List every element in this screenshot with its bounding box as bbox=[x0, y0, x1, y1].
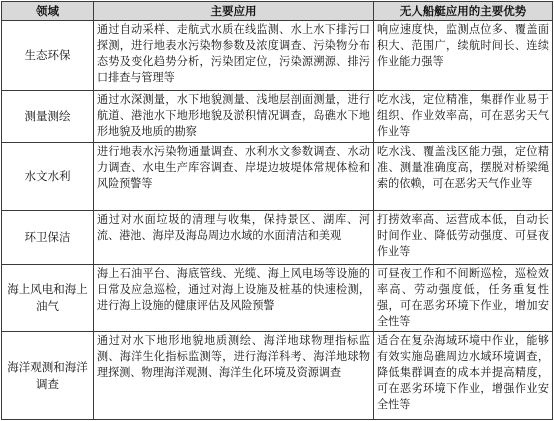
row-application: 海上石油平台、海底管线、光缆、海上风电场等设施的日常及应急巡检，通过对海上设施及桩基的快速检测，进行海上设施的健康评估及风险预警 bbox=[94, 265, 374, 332]
row-application: 进行地表水污染物通量调查、水利水文参数调查、水动力调查、水电生产库容调查、岸堤边坡堤体常规体检和风险预警等 bbox=[94, 143, 374, 211]
row-domain: 水文水利 bbox=[2, 143, 94, 211]
unmanned-vessel-applications-table bbox=[1, 1, 553, 420]
header-main-application: 主要应用 bbox=[94, 2, 374, 21]
row-application: 通过对水下地形地貌地质测绘、海洋地球物理指标监测、海洋生化指标监测等，进行海洋科考、海洋地球物理探测、物理海洋观测、海洋生化环境及资源调查 bbox=[94, 332, 374, 420]
row-advantage: 吃水浅、覆盖浅区能力强，定位精准、测量准确度高，摆脱对桥梁绳索的依赖，可在恶劣天气作业等 bbox=[374, 143, 553, 211]
table-row bbox=[2, 143, 553, 211]
header-main-advantage: 无人船艇应用的主要优势 bbox=[374, 2, 553, 21]
row-domain: 海洋观测和海洋调查 bbox=[2, 332, 94, 420]
row-advantage: 打捞效率高、运营成本低，自动长时间作业、降低劳动强度、可昼夜作业等 bbox=[374, 211, 553, 265]
row-application: 通过水深测量，水下地貌测量、浅地层剖面测量，进行航道、港池水下地形地貌及淤积情况调查，岛礁水下地形地貌及地质的勘察 bbox=[94, 91, 374, 143]
row-advantage: 可昼夜工作和不间断巡检，巡检效率高、劳动强度低，任务重复性强，可在恶劣环境下作业，增加安全性等 bbox=[374, 265, 553, 332]
table-row bbox=[2, 265, 553, 332]
row-domain: 测量测绘 bbox=[2, 91, 94, 143]
row-domain: 生态环保 bbox=[2, 21, 94, 91]
table-row bbox=[2, 21, 553, 91]
row-domain: 环卫保洁 bbox=[2, 211, 94, 265]
row-advantage: 适合在复杂海域环境中作业，能够有效实施岛礁周边水域环境调查，降低集群调查的成本并提高精度，可在恶劣环境下作业，增强作业安全性等 bbox=[374, 332, 553, 420]
row-advantage: 响应速度快，监测点位多、覆盖面积大、范围广，续航时间长、连续作业能力强等 bbox=[374, 21, 553, 91]
header-domain: 领域 bbox=[2, 2, 94, 21]
row-domain: 海上风电和海上油气 bbox=[2, 265, 94, 332]
row-application: 通过对水面垃圾的清理与收集，保持景区、湖库、河流、港池、海岸及海岛周边水域的水面清洁和美观 bbox=[94, 211, 374, 265]
table-row bbox=[2, 91, 553, 143]
row-application: 通过自动采样、走航式水质在线监测、水上水下排污口探测，进行地表水污染物参数及浓度调查、污染物分布态势及变化趋势分析，污染团定位，污染源溯源、排污口排查与管理等 bbox=[94, 21, 374, 91]
row-advantage: 吃水浅，定位精准，集群作业易于组织、作业效率高，可在恶劣天气作业等 bbox=[374, 91, 553, 143]
table-row bbox=[2, 332, 553, 420]
header-row bbox=[2, 2, 553, 21]
table-row bbox=[2, 211, 553, 265]
